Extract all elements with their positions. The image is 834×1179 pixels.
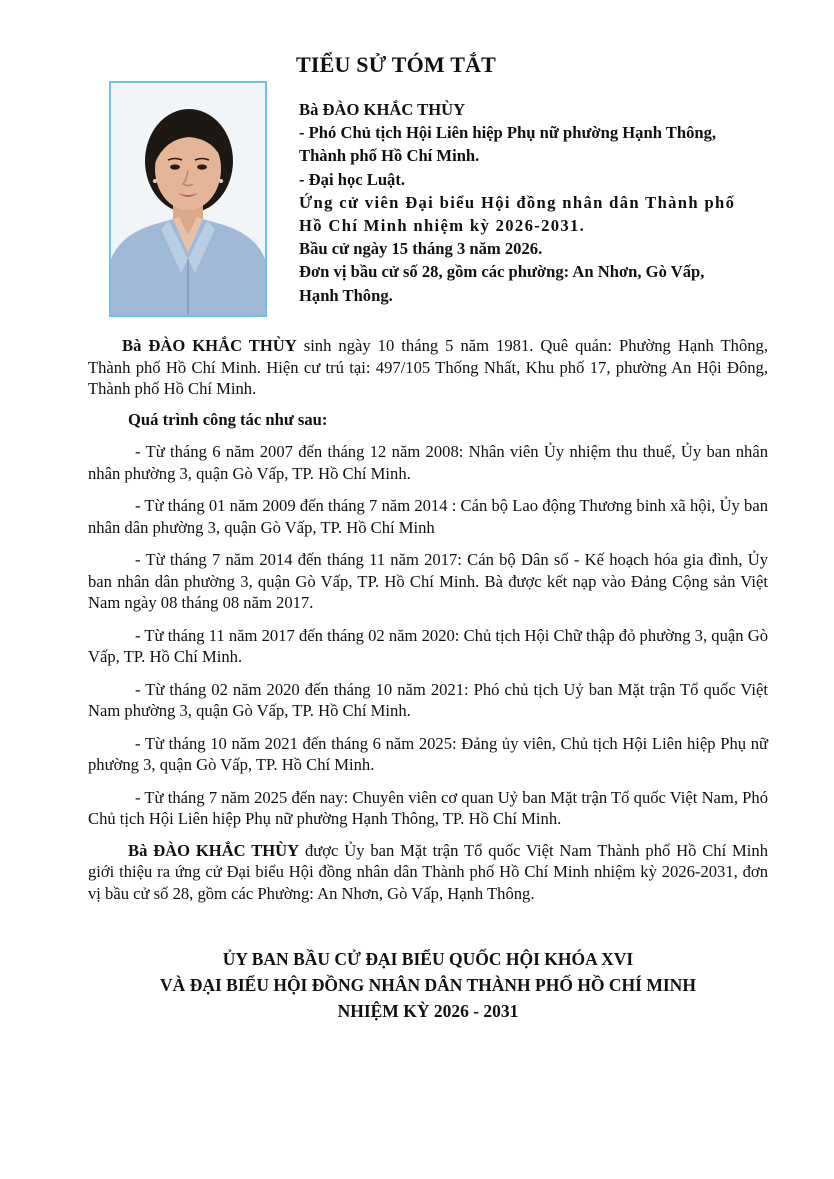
intro-name: Bà ĐÀO KHẮC THÙY — [122, 336, 297, 355]
current-position-city: Thành phố Hồ Chí Minh. — [299, 146, 480, 166]
work-history-item: - Từ tháng 7 năm 2014 đến tháng 11 năm 2017: Cán bộ Dân số - Kế hoạch hóa gia đình, Ủy ban nhân dân phường 3, quận Gò Vấp, TP. Hồ Chí Minh. Bà được kết nạp vào Đảng Cộng sản Việt Nam ngày 08 tháng 08 năm 2017. — [88, 550, 768, 612]
candidacy-line-1: Ứng cử viên Đại biểu Hội đồng nhân dân Thành phố — [299, 192, 736, 212]
intro-paragraph — [88, 335, 768, 400]
work-history-item: - Từ tháng 6 năm 2007 đến tháng 12 năm 2008: Nhân viên Ủy nhiệm thu thuế, Ủy ban nhân nhân phường 3, quận Gò Vấp, TP. Hồ Chí Minh. — [88, 442, 768, 483]
education: - Đại học Luật. — [299, 169, 406, 189]
portrait-photo — [109, 81, 267, 317]
candidate-summary — [299, 98, 769, 307]
work-history-item: - Từ tháng 11 năm 2017 đến tháng 02 năm 2020: Chủ tịch Hội Chữ thập đỏ phường 3, quận Gò Vấp, TP. Hồ Chí Minh. — [88, 625, 768, 666]
committee-line-2: VÀ ĐẠI BIỂU HỘI ĐỒNG NHÂN DÂN THÀNH PHỐ HỒ CHÍ MINH — [160, 975, 696, 995]
work-history-item: - Từ tháng 10 năm 2021 đến tháng 6 năm 2025: Đảng ủy viên, Chủ tịch Hội Liên hiệp Phụ nữ phường 3, quận Gò Vấp, TP. Hồ Chí Minh. — [88, 733, 768, 774]
electoral-unit-cont: Hạnh Thông. — [299, 285, 393, 305]
candidacy-line-2: Hồ Chí Minh nhiệm kỳ 2026-2031. — [299, 216, 586, 236]
election-date: Bầu cử ngày 15 tháng 3 năm 2026. — [299, 239, 543, 259]
closing-text: được Ủy ban Mặt trận Tổ quốc Việt Nam Thành phố Hồ Chí Minh giới thiệu ra ứng cử Đại biểu Hội đồng nhân dân Thành phố Hồ Chí Minh nhiệm kỳ 2026-2031, đơn vị bầu cử số 28, gồm các Phường: An Nhơn, Gò Vấp, Hạnh Thông. — [88, 840, 769, 903]
work-history-item: - Từ tháng 7 năm 2025 đến nay: Chuyên viên cơ quan Uỷ ban Mặt trận Tổ quốc Việt Nam, Phó Chủ tịch Hội Liên hiệp Phụ nữ phường Hạnh Thông, TP. Hồ Chí Minh. — [88, 787, 768, 828]
committee-line-3: NHIỆM KỲ 2026 - 2031 — [337, 1001, 519, 1021]
work-history-item: - Từ tháng 02 năm 2020 đến tháng 10 năm 2021: Phó chủ tịch Uỷ ban Mặt trận Tổ quốc Việt Nam phường 3, quận Gò Vấp, TP. Hồ Chí Minh. — [88, 679, 768, 720]
candidate-name: Bà ĐÀO KHẮC THÙY — [299, 100, 466, 119]
document-title: TIỂU SỬ TÓM TẮT — [296, 52, 497, 77]
work-history-item: - Từ tháng 01 năm 2009 đến tháng 7 năm 2014 : Cán bộ Lao động Thương binh xã hội, Ủy ban nhân dân phường 3, quận Gò Vấp, TP. Hồ Chí Minh — [88, 496, 768, 537]
closing-paragraph — [88, 840, 768, 905]
committee-line-1: ỦY BAN BẦU CỬ ĐẠI BIỂU QUỐC HỘI KHÓA XVI — [222, 949, 634, 969]
intro-text: sinh ngày 10 tháng 5 năm 1981. Quê quán: Phường Hạnh Thông, Thành phố Hồ Chí Minh. Hiện cư trú tại: 497/105 Thống Nhất, Khu phố 17, phường An Hội Đông, Thành phố Hồ Chí Minh. — [88, 336, 769, 398]
current-position: - Phó Chủ tịch Hội Liên hiệp Phụ nữ phường Hạnh Thông, — [299, 123, 717, 143]
portrait-icon — [111, 83, 265, 315]
closing-name: Bà ĐÀO KHẮC THÙY — [128, 840, 300, 860]
issuing-committee — [88, 946, 768, 1024]
work-history-heading: Quá trình công tác như sau: — [128, 409, 328, 429]
biography-body — [88, 335, 768, 904]
electoral-unit: Đơn vị bầu cử số 28, gồm các phường: An Nhơn, Gò Vấp, — [299, 262, 705, 282]
